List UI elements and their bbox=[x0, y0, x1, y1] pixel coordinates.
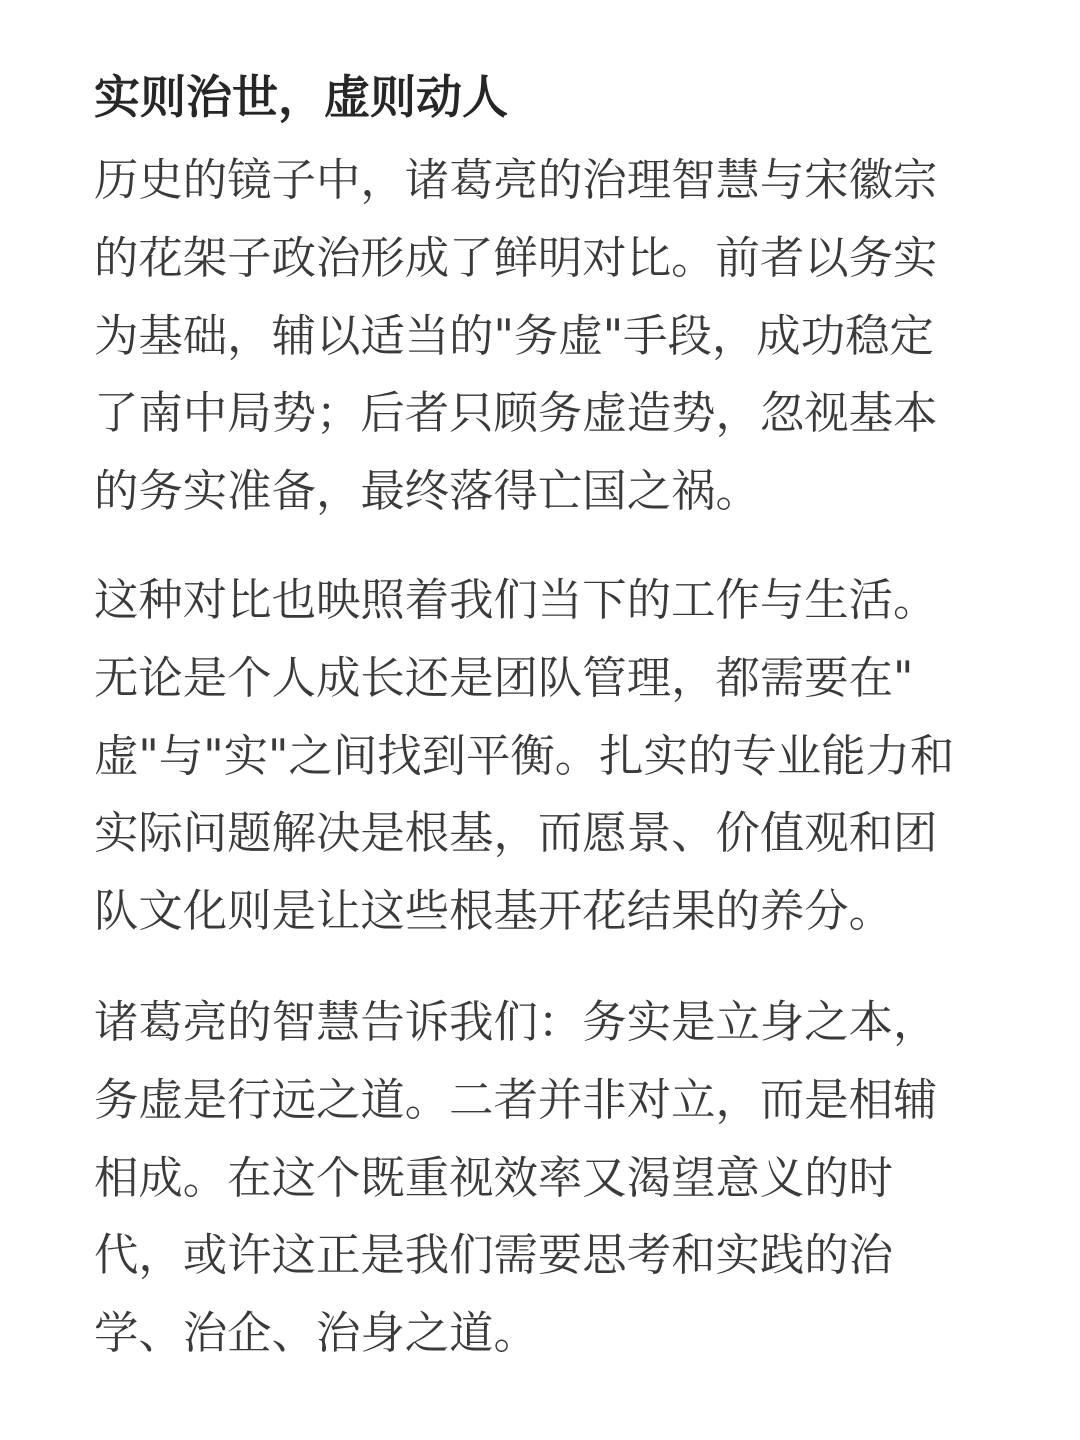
text-line: 学、治企、治身之道。 bbox=[94, 1308, 538, 1360]
text-line: 无论是个人成长还是团队管理，都需要在" bbox=[94, 652, 914, 704]
text-line: 诸葛亮的智慧告诉我们：务实是立身之本， bbox=[94, 996, 938, 1048]
paragraph-2 bbox=[94, 562, 994, 951]
text-line: 实际问题解决是根基，而愿景、价值观和团 bbox=[94, 808, 938, 860]
text-line: 的务实准备，最终落得亡国之祸。 bbox=[94, 466, 760, 518]
text-line: 为基础，辅以适当的"务虚"手段，成功稳定 bbox=[94, 310, 934, 362]
text-line: 的花架子政治形成了鲜明对比。前者以务实 bbox=[94, 232, 938, 284]
text-line: 代，或许这正是我们需要思考和实践的治 bbox=[94, 1230, 894, 1282]
text-line: 务虚是行远之道。二者并非对立，而是相辅 bbox=[94, 1074, 938, 1126]
text-line: 历史的镜子中，诸葛亮的治理智慧与宋徽宗 bbox=[94, 155, 938, 206]
text-line: 这种对比也映照着我们当下的工作与生活。 bbox=[94, 574, 938, 626]
text-line: 了南中局势；后者只顾务虚造势，忽视基本 bbox=[94, 388, 938, 440]
paragraph-1 bbox=[94, 142, 994, 531]
text-line: 相成。在这个既重视效率又渴望意义的时 bbox=[94, 1152, 894, 1204]
text-line: 虚"与"实"之间找到平衡。扎实的专业能力和 bbox=[94, 730, 955, 782]
text-line: 队文化则是让这些根基开花结果的养分。 bbox=[94, 886, 894, 938]
article bbox=[94, 62, 994, 1373]
article-title: 实则治世，虚则动人 bbox=[94, 70, 508, 124]
paragraph-3 bbox=[94, 984, 994, 1373]
